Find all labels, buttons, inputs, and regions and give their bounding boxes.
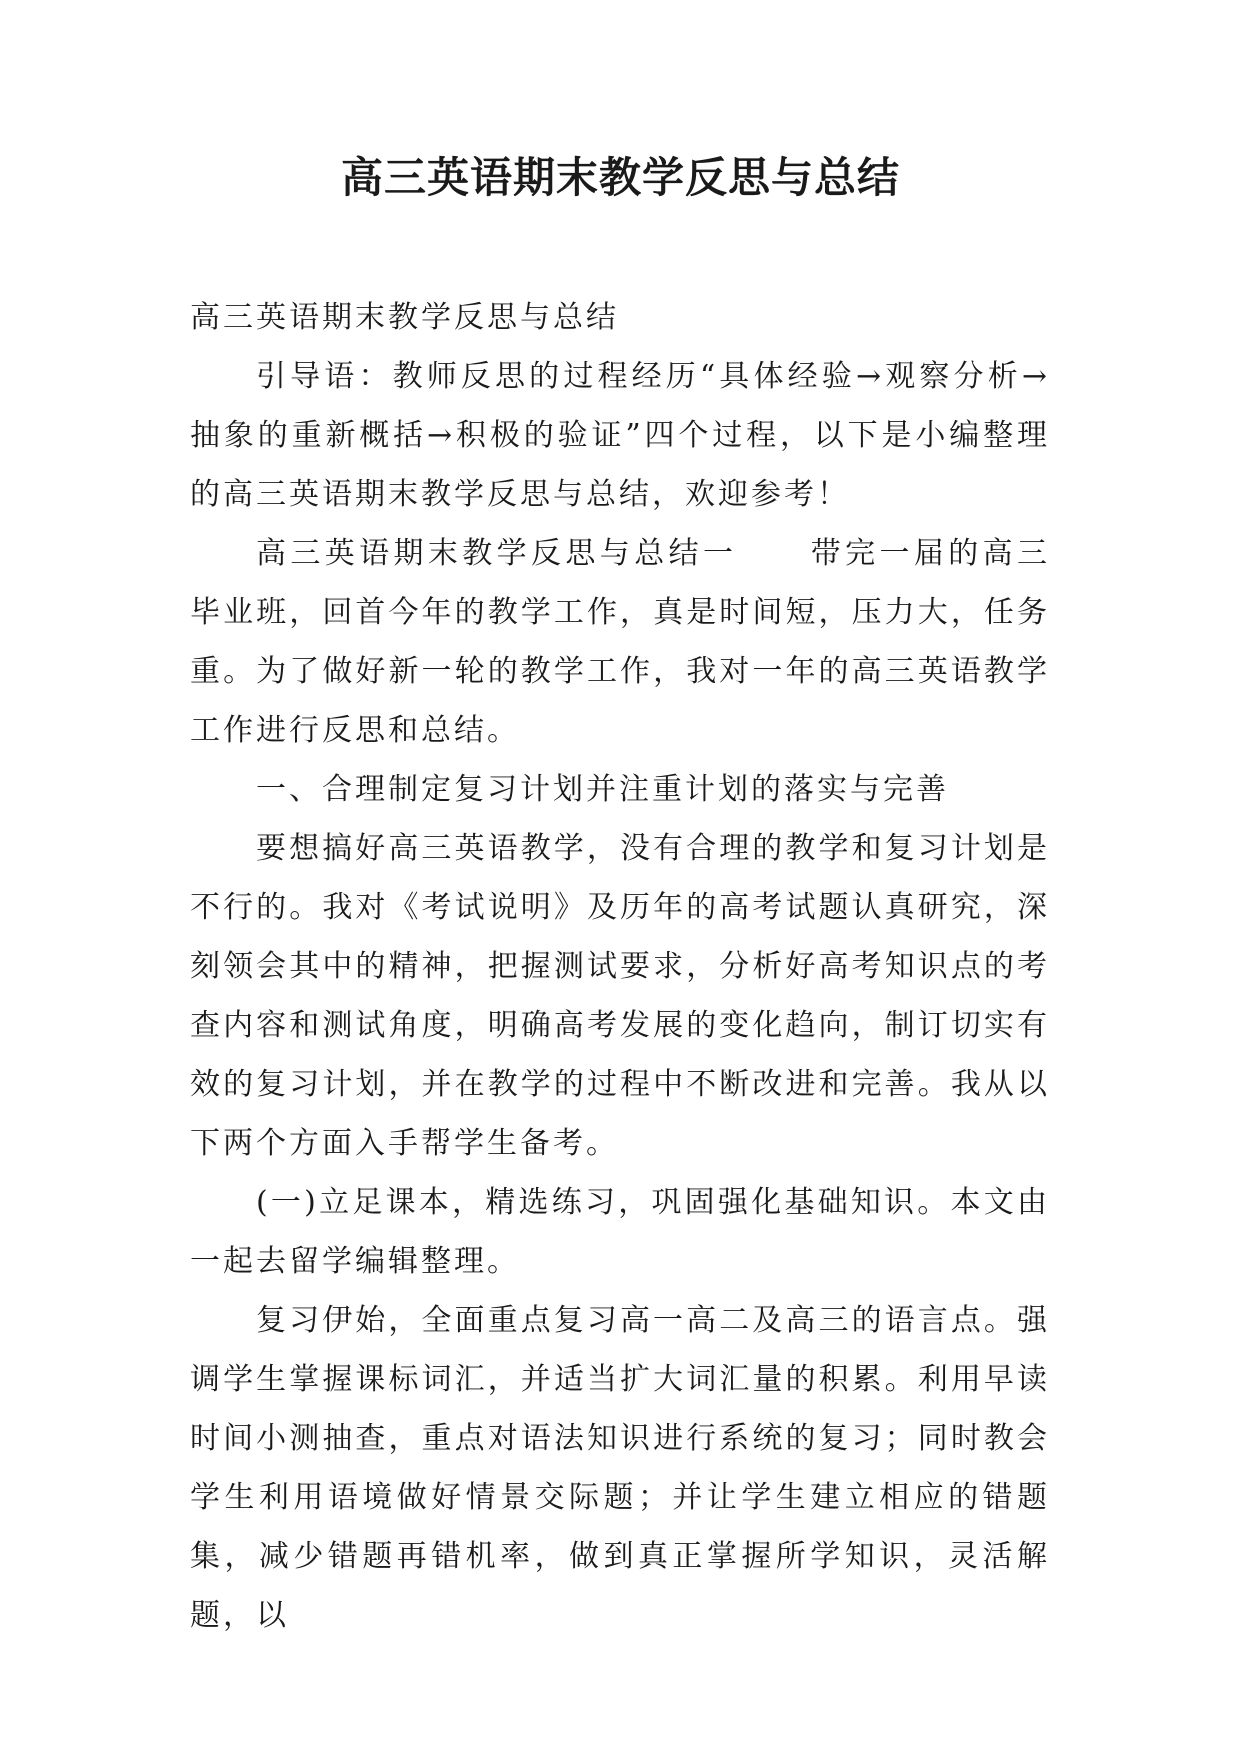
point-one-heading: 一、合理制定复习计划并注重计划的落实与完善	[256, 772, 949, 807]
review-paragraph: 复习伊始，全面重点复习高一高二及高三的语言点。强调学生掌握课标词汇，并适当扩大词汇量的积累。利用早读时间小测抽查，重点对语法知识进行系统的复习；同时教会学生利用语境做好情景交际题；并让学生建立相应的错题集，减少错题再错机率，做到真正掌握所学知识，灵活解题，以	[190, 1303, 1050, 1633]
document-body	[190, 288, 1050, 1645]
section-one-paragraph	[190, 524, 1050, 760]
section-one-text: 带完一届的高三毕业班，回首今年的教学工作，真是时间短，压力大，任务重。为了做好新一轮的教学工作，我对一年的高三英语教学工作进行反思和总结。	[190, 536, 1051, 748]
intro-paragraph: 引导语：教师反思的过程经历“具体经验→观察分析→抽象的重新概括→积极的验证”四个过程，以下是小编整理的高三英语期末教学反思与总结，欢迎参考！	[190, 359, 1050, 512]
subtitle-paragraph: 高三英语期末教学反思与总结	[190, 300, 619, 335]
point-one-paragraph: 要想搞好高三英语教学，没有合理的教学和复习计划是不行的。我对《考试说明》及历年的高考试题认真研究，深刻领会其中的精神，把握测试要求，分析好高考知识点的考查内容和测试角度，明确高考发展的变化趋向，制订切实有效的复习计划，并在教学的过程中不断改进和完善。我从以下两个方面入手帮学生备考。	[190, 831, 1050, 1161]
subpoint-one-paragraph: (一)立足课本，精选练习，巩固强化基础知识。本文由一起去留学编辑整理。	[190, 1185, 1050, 1279]
section-one-heading: 高三英语期末教学反思与总结一	[256, 536, 738, 571]
document-title: 高三英语期末教学反思与总结	[340, 153, 900, 202]
